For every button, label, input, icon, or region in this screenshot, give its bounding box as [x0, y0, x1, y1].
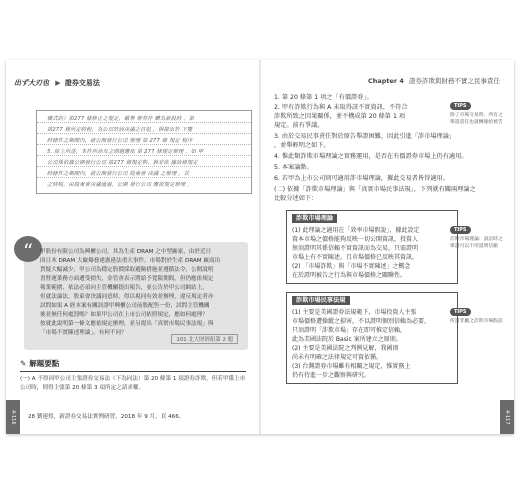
- tips-note: [450, 216, 506, 250]
- chapter-label: Chapter 4: [367, 77, 404, 85]
- question-line: 貨疑大幅減少，甲公司為穩定股價採取避險措施並遵循法令，公開說明: [40, 267, 214, 273]
- theory-box-2: [286, 292, 458, 384]
- tips-text: 除了市場交易時，所有之舉證責任也就轉嫁給被告: [450, 113, 503, 125]
- question-line: 但就法論法，股東會決議同意時，得以視同有效並辦理，違反規定者亦: [40, 294, 214, 300]
- theory-line: (3) 台灣證券市場雖有相關之規定，惟實務上: [292, 363, 411, 370]
- quote-mark-icon: “: [14, 236, 42, 262]
- theory-line: 資本市場之價格能夠反映一切公開資訊，投資人: [292, 236, 419, 243]
- pencil-icon: ✎: [20, 359, 27, 368]
- question-line: 報業範圍，依法必須向主管機關提出報告，並公告於甲公司網站上。: [40, 285, 208, 291]
- question-line: 因日本 DRAM 大廠爆發違憲違法重大事件，市場對於生產 DRAM 廠商出: [40, 258, 221, 264]
- tips-badge: TIPS: [450, 226, 471, 234]
- left-page: [6, 60, 260, 434]
- page-tab-right: 4-117: [500, 400, 514, 434]
- theory-line: 無須證明其係信賴不實資訊而為交易，只需證明: [292, 245, 419, 252]
- ruled-line: 第277 條所定時程，為公司於該決議之日起 ，得提出於 下覽: [47, 127, 193, 133]
- explanation-text: (一) A 不得因甲公司主張證券交易法（下為同法）第 20 條第 1 項證券詐欺，但若甲係上市公司時，則得主張第 20 條第 3 項所定之請求權。: [20, 376, 246, 391]
- answer-item: (二) 依據「詐欺市場理論」與「真實市場民事法規」，下列就有關兩理論之: [274, 186, 476, 193]
- theory-line: 仍有待進一步之觀察與研究。: [292, 372, 371, 379]
- ruled-answer-box: [36, 110, 252, 194]
- explanation-title: ✎ 解題要點: [20, 359, 60, 368]
- exam-question-box: [22, 239, 248, 350]
- question-line: 試問如果 A 經本案有關訊證甲興櫃公司前股配售一份，試問主管機關: [40, 303, 210, 309]
- explanation-section: [20, 358, 246, 393]
- tips-note: [450, 298, 506, 325]
- answer-item: 3. 由於交易民事責任對於原告舉證困難，因此引進「詐市場理論」: [274, 133, 456, 140]
- right-page-header: [368, 76, 500, 85]
- question-line: 書營運業務方面遭受損失，金管會表示將給予寬限期間，但仍應依規定: [40, 276, 214, 282]
- tips-note: [450, 92, 506, 126]
- answer-item: 2. 甲有詐欺行為與 A 未取得該不實資訊，不符合: [274, 104, 408, 111]
- theory-label: 詐欺市場理論: [292, 214, 337, 223]
- tips-text: 所謂非屬之詐欺市場假設: [450, 319, 503, 324]
- theory-line: (1) 此理論之適用在「效率市場假說」，據此設定: [292, 227, 420, 234]
- question-line: 「市場不實陳述理論」，有何不同？: [40, 330, 127, 336]
- footnote: 28 劉連煜，新證券交易法實例研習，2018 年 9 月，頁 466。: [28, 414, 185, 420]
- tips-badge: TIPS: [450, 308, 471, 316]
- book-spread: [6, 60, 514, 434]
- right-page: [260, 60, 514, 434]
- theory-line: 市場價格遭操縱之損害，不以證明個別信賴為必要，: [292, 318, 431, 325]
- section-title: 證券交易法: [64, 79, 100, 87]
- question-line: 後並無任何處罰嗎？如果甲公司在上市公司依照規定，應如何處理？: [40, 312, 208, 318]
- answer-item: 1. 第 20 條第 1 項之「有價證券」。: [274, 94, 373, 101]
- theory-line: 此為美國法院於 Basic 案所建立之原則。: [292, 336, 402, 343]
- tips-text: 詐欺市場理論：訴訟時之舉證可以不用證明信賴: [450, 237, 503, 249]
- theory-line: (2) 「市場詐欺」與「市場不實陳述」之概念: [292, 263, 411, 270]
- answer-item: 6. 若甲為上市公司則可適用詐市場理論，據此交易者皆得適用。: [274, 175, 449, 182]
- theory-line: 只須證明「詐欺市場」存在即可推定信賴，: [292, 327, 407, 334]
- theory-line: 在於證明被告之行為與市場價格之關聯性。: [292, 272, 407, 279]
- question-line: 按就此說明第一條文應依規定辦理，並另提出「真實市場民事法規」與: [40, 321, 214, 327]
- triangle-icon: ▶: [55, 79, 61, 87]
- chapter-title: 證券詐欺與財務不實之民事責任: [409, 77, 500, 85]
- ruled-line: 之時程，由股東會決議通過，公開 發行公司 應依規定辦理 。: [47, 182, 193, 188]
- theory-line: (1) 主要是美國證券法規範下，市場投資人主張: [292, 309, 417, 316]
- theory-line: 尚未有明確之法律規定可資依循。: [292, 354, 383, 361]
- answer-item: 4. 惟此類詐欺市場理論之實務運用，是否在有價證券市場上仍有適用。: [274, 153, 468, 160]
- ruled-line: 5. 綜上所述，本件所涉及之問題應依 第 277 條規定辦理 ，如 甲: [47, 149, 204, 155]
- answer-item: 詐欺所致之因果關係，並不構成第 20 條第 1 項: [274, 113, 406, 120]
- ruled-line: 時條件之期間內，就公開發行公司 辦理 第 277 條 規定 程序: [47, 138, 193, 144]
- ruled-line: 時條件之期間內，就公開發行公司 股東會 決議 之辦理 ，其: [47, 171, 190, 177]
- page-tab-left: 4-116: [6, 400, 20, 434]
- theory-line: 市場上有不實陳述，且市場價格已反映其資訊。: [292, 254, 419, 261]
- answer-item: 規定。前有爭議。: [274, 122, 324, 129]
- theory-label: 詐欺市場民事法規: [292, 296, 350, 305]
- divider: [20, 371, 246, 372]
- publisher-brand: 出ず大刃也: [14, 79, 49, 87]
- ruled-line: 公司係依據公開發行公司 第277 條規定對，倘非依 據該條規定: [47, 160, 198, 166]
- tips-badge: TIPS: [450, 102, 471, 110]
- question-source: 101 北大財經組第 2 題: [171, 334, 238, 344]
- left-page-header: [14, 78, 100, 88]
- ruled-line: 橋式的）第277 條修正之規定，稱舉 辦券作 轉為新股時 ，第: [47, 116, 195, 122]
- answer-item: ，並舉輕明之如下。: [274, 142, 330, 149]
- theory-box-1: [286, 210, 458, 284]
- theory-line: (2) 主要是美國法院之判例見解，我國則: [292, 345, 399, 352]
- answer-item: 5. 本案論點。: [274, 164, 313, 171]
- question-line: 甲股份有限公司為興櫃公司，其為生產 DRAM 之中型廠家，由於近日: [40, 249, 212, 255]
- answer-item: 比較分述如下：: [274, 195, 318, 202]
